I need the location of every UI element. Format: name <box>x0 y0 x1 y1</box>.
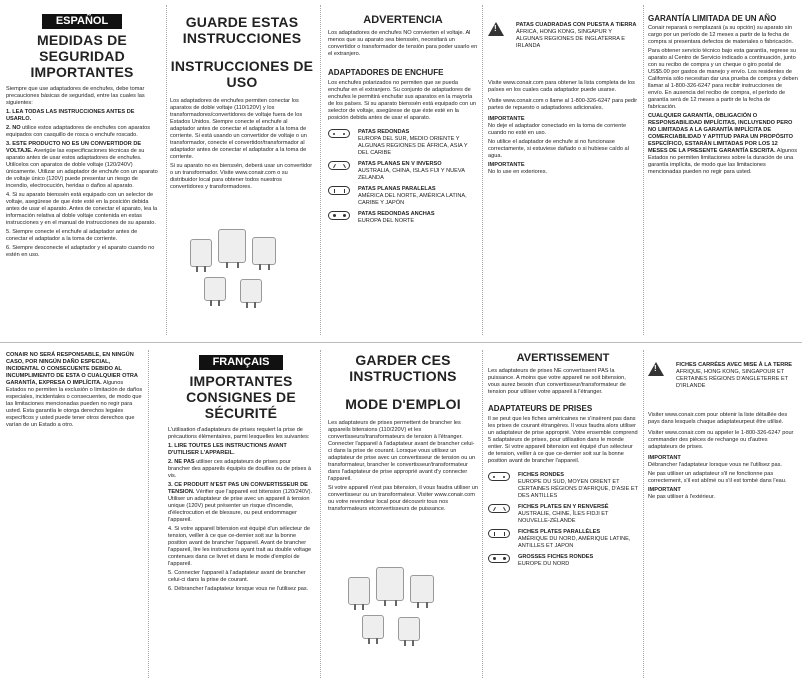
es-adapters-title: ADAPTADORES DE ENCHUFE <box>328 68 444 77</box>
round-pins-icon <box>328 129 350 138</box>
plug-type-regions: AUSTRALIA, CHINA, ISLAS FIJI Y NUEVA ZELANDA <box>358 168 465 181</box>
plug-type-row <box>488 504 638 525</box>
es-warranty-bold: CUALQUIER GARANTÍA, OBLIGACIÓN O RESPONSABILIDAD IMPLÍCITAS, INCLUYENDO PERO NO LIMITADAS A LA GARANTÍA IMPLÍCITA DE COMERCIABILIDAD Y APTITUD PARA UN PROPÓSITO ESPECÍFICO, ESTARÁN LIMITADAS POR LOS 12 MESES DE LA PRESENTE GARANTÍA ESCRITA. <box>648 113 793 154</box>
fr-safety-column <box>168 355 314 595</box>
es-safety-title: MEDIDAS DE SEGURIDAD IMPORTANTES <box>30 32 134 80</box>
safety-item-bold: 2. NO <box>6 125 21 131</box>
es-warning-text: Los adaptadores de enchufes NO convierten el voltaje. Al menos que su aparato sea bienssén, necesitará un convertidor o transformador de tensión para poder usarlo en el extranjero. <box>328 30 478 57</box>
plug-type-row <box>328 129 478 157</box>
es-warning-title: ADVERTENCIA <box>363 14 443 26</box>
es-instructions-column <box>170 14 314 193</box>
plug-type-regions: AUSTRALIE, CHINE, ÎLES FIDJI ET NOUVELLE-ZÉLANDE <box>518 511 609 524</box>
safety-item <box>6 141 158 190</box>
inverted-v-pins-icon <box>488 504 510 513</box>
es-info-column <box>488 22 638 178</box>
safety-item-text: 6. Siempre desconecte el adaptador y el aparato cuando no estén en uso. <box>6 245 155 258</box>
es-use-p2: Si su aparato no es bienssén, deberá usar un convertidor o un transformador. Visite www.conair.com o su distribuidor local para obtener todos nuestros convertidores y transformadores. <box>170 163 313 190</box>
es-safety-column <box>6 14 158 261</box>
fr-warning-title: AVERTISSEMENT <box>516 352 610 364</box>
safety-item <box>168 586 314 593</box>
safety-item-text: utilice estos adaptadores de enchufes con aparatos equipados con casquillo de rosca o enchufe roscado. <box>6 125 150 138</box>
safety-item-text: utiliser ces adaptateurs de prises pour brancher des appareils équipés de douilles ou de prises à vis. <box>168 459 312 479</box>
es-warranty-title: GARANTÍA LIMITADA DE UN AÑO <box>648 14 777 23</box>
fr-info-column <box>648 362 798 503</box>
wide-round-pins-icon <box>488 554 510 563</box>
fr-imp2-text: Ne pas utiliser à l'extérieur. <box>648 494 715 500</box>
plug-type-row <box>488 554 638 568</box>
safety-item-text: Vérifier que l'appareil est bitension (120/240V). Utiliser un adaptateur de prise avec un appareil à tension unique (120V) peut présenter un risque d'incendie, d'électrocution et de blessure, ou peut endommager l'appareil. <box>168 489 313 523</box>
adapters-illustration <box>338 567 458 657</box>
plug-type-regions: EUROPE DU SUD, MOYEN ORIENT ET CERTAINES RÉGIONS D'AFRIQUE, D'ASIE ET DES ANTILLES <box>518 479 638 499</box>
es-liability-text: Algunos Estados no permiten la exclusión o limitación de daños especiales, incidentales o consecuentes, de modo que las limitaciones mencionadas pueden no regir para usted. Esta garantía le otorga derechos legales específicos y usted puede tener otros derechos que varían de un Estado a otro. <box>6 380 143 428</box>
fr-use-p1: Les adaptateurs de prises permettent de brancher les appareils bitensions (110/220V) et les convertisseurs/transformateurs de tension à l'étranger. Connecter l'appareil à l'adaptateur avant de brancher celui-ci dans la prise de courant. Lorsque vous utilisez un adaptateur de prise avec un convertisseur de tension ou un transformateur, brancher le convertisseur/transformateur dans l'adaptateur de prise approprié avant d'y connecter l'appareil. <box>328 420 476 482</box>
safety-item-text: 4. Si votre appareil bitension est équipé d'un sélecteur de tension, veiller à ce que ce-dernier soit sur la bonne position avant de brancher l'appareil. Avant de brancher l'appareil, lire les instructions ayant trait au double voltage contenues dans ce livret et dans le mode d'emploi de l'appareil. <box>168 526 312 567</box>
fr-safety-intro: L'utilisation d'adaptateurs de prises requiert la prise de précautions élémentaires, parmi lesquelles les suivantes: <box>168 427 310 440</box>
es-warranty-column <box>648 14 798 178</box>
language-tab-es: ESPAÑOL <box>42 14 122 29</box>
safety-item-bold: 3. ESTE PRODUCTO NO ES UN CONVERTIDOR DE VOLTAJE. <box>6 141 142 154</box>
es-liability-column <box>6 352 144 431</box>
fr-imp1-title: IMPORTANT <box>648 455 681 461</box>
es-safety-intro: Siempre que use adaptadores de enchufes, debe tomar precauciones básicas de seguridad, entre las cuales las siguientes: <box>6 86 145 106</box>
es-square-title: PATAS CUADRADAS CON PUESTA A TIERRA <box>516 22 637 28</box>
es-safety-list <box>6 109 158 259</box>
fr-use-title: MODE D'EMPLOI <box>345 396 461 412</box>
es-use-p1: Los adaptadores de enchufes permiten conectar los aparatos de doble voltaje (110/120V) y los transformadores/convertidores de voltaje fuera de los Estados Unidos. Siempre conecte el enchufe al adaptador antes de conectar el adaptador a la toma de corriente. Si está usando un convertidor de voltaje o un transformador, conecte el convertidor/transformador al adaptador antes de conectar el adaptador a la toma de corriente. <box>170 98 307 160</box>
safety-item <box>6 125 158 139</box>
warning-triangle-icon <box>648 362 664 376</box>
column-divider <box>482 350 483 678</box>
fr-adapters-title: ADAPTATEURS DE PRISES <box>488 404 593 413</box>
round-pins-icon <box>488 472 510 481</box>
es-square-regions: ÁFRICA, HONG KONG, SINGAPUR Y ALGUNAS REGIONES DE INGLATERRA E IRLANDA <box>516 29 626 49</box>
plug-type-name: PATAS PLANAS EN V INVERSO <box>358 161 442 167</box>
fr-visit1: Visiter www.conair.com pour obtenir la liste détaillée des pays dans lesquels chaque adaptateurpeut être utilisé. <box>648 412 788 425</box>
es-imp1-title: IMPORTANTE <box>488 116 525 122</box>
es-visit1: Visite www.conair.com para obtener la lista completa de los países en los cuales cada adaptador puede usarse. <box>488 80 635 93</box>
es-warranty-p3: Algunos Estados no permiten limitaciones sobre la duración de una garantía implícita, de modo que las limitaciones mencionadas pueden no regir para usted. <box>648 148 797 175</box>
plug-type-row <box>488 472 638 500</box>
es-visit2: Visite www.conair.com o llame al 1-800-326-6247 para pedir partes de repuesto o adaptadores adicionales. <box>488 98 638 111</box>
es-imp1-p1: No deje el adaptador conectado en la toma de corriente cuando no esté en uso. <box>488 123 627 136</box>
inverted-v-pins-icon <box>328 161 350 170</box>
plug-type-name: FICHES RONDES <box>518 472 564 478</box>
safety-item-bold: 1. LIRE TOUTES LES INSTRUCTIONS AVANT D'UTILISER L'APPAREIL. <box>168 443 287 456</box>
column-divider <box>643 350 644 678</box>
plug-type-name: FICHES PLATES EN Y RENVERSÉ <box>518 504 609 510</box>
es-warranty-p2: Para obtener servicio técnico bajo esta garantía, regrese su aparato al Centro de Servicio indicado a continuación, junto con su recibo de compra y un cheque o giro postal de US$5.00 por gastos de manejo y envío. Los residentes de California sólo necesitan dar una prueba de compra y deben llamar al 1-800-326-6247 para recibir instrucciones de envío. En ausencia del recibo de compra, el período de garantía será de 12 meses a partir de la fecha de fabricación. <box>648 48 798 110</box>
safety-item-text: Averigüe las especificaciones técnicas de su aparato antes de usar estos adaptadores de enchufes. Utilícelos con aparatos de doble voltaje (120/240V) únicamente. Utilizar un adaptador de enchufe con un aparato de voltaje único (120V) puede presentar un riesgo de incendio, electrocución, heridas o daños al aparato. <box>6 148 158 189</box>
safety-item <box>168 570 314 584</box>
column-divider <box>643 5 644 335</box>
es-warranty-p1: Conair reparará o remplazará (a su opción) su aparato sin cargo por un período de 12 meses a partir de la fecha de compra si presentara defectos de materiales o fabricación. <box>648 25 794 45</box>
warning-triangle-icon <box>488 22 504 36</box>
plug-type-regions: AMÉRIQUE DU NORD, AMÉRIQUE LATINE, ANTILLES ET JAPON <box>518 536 631 549</box>
safety-item-text: 4. Si su aparato bienssén está equipado con un selector de voltaje, asegúrese de que éste esté en la posición debida antes de usar el aparato. Antes de conectar el aparato, lea la información relativa al doble voltaje contenida en estas instrucciones y en el manual de instrucciones de su aparato. <box>6 192 158 226</box>
fr-imp2-title: IMPORTANT <box>648 487 681 493</box>
plug-type-regions: EUROPA DEL SUR, MEDIO ORIENTE Y ALGUNAS REGIONES DE ÁFRICA, ASIA Y DEL CARIBE <box>358 136 468 156</box>
column-divider <box>148 350 149 678</box>
es-liability-bold: CONAIR NO SERÁ RESPONSABLE, EN NINGÚN CASO, POR NINGÚN DAÑO ESPECIAL, INCIDENTAL O CONSECUENTE DEBIDO AL INCUMPLIMIENTO DE ESTA O CUALQUIER OTRA GARANTÍA, EXPRESA O IMPLÍCITA. <box>6 352 138 386</box>
es-warning-column <box>328 14 478 229</box>
column-divider <box>320 350 321 678</box>
plug-type-row <box>328 211 478 225</box>
flat-pins-icon <box>328 186 350 195</box>
safety-item <box>168 526 314 568</box>
fr-square-title: FICHES CARRÉES AVEC MISE À LA TERRE <box>676 362 793 368</box>
plug-type-regions: EUROPE DU NORD <box>518 561 570 567</box>
fr-adapters-text: Il se peut que les fiches américaines ne s'insèrent pas dans les prises de courant étrangères. Il vous faudra alors utiliser un adaptateur de prise approprié. Votre ensemble comprend 5 adaptateurs de prises, pour utilisation dans le monde entier. Si votre appareil bitension est équipé d'un sélecteur de tension, veiller à ce que ce-dernier soit sur la bonne position avant de brancher l'appareil. <box>488 416 638 464</box>
safety-item <box>6 229 158 243</box>
wide-round-pins-icon <box>328 211 350 220</box>
es-use-title: INSTRUCCIONES DE USO <box>170 58 314 90</box>
safety-item-text: 6. Débrancher l'adaptateur lorsque vous ne l'utilisez pas. <box>168 586 309 592</box>
fr-warning-column <box>488 352 638 572</box>
column-divider <box>482 5 483 335</box>
plug-type-row <box>328 161 478 182</box>
plug-type-name: PATAS REDONDAS <box>358 129 410 135</box>
fr-safety-list <box>168 443 314 593</box>
es-plug-list <box>328 129 478 225</box>
safety-item <box>6 192 158 227</box>
safety-item <box>168 482 314 524</box>
fr-keep-title: GARDER CES INSTRUCTIONS <box>349 352 457 384</box>
safety-item <box>168 459 314 480</box>
safety-item <box>6 109 158 123</box>
safety-item <box>6 245 158 259</box>
fr-warning-text: Les adaptateurs de prises NE convertissent PAS la puissance. A moins que votre appareil ne soit bitension, vous aurez besoin d'un convertisseur/transformateur de tension pour utiliser votre appareil à l'étranger. <box>488 368 626 395</box>
horizontal-divider <box>0 342 802 343</box>
language-tab-fr: FRANÇAIS <box>199 355 284 370</box>
plug-type-regions: EUROPA DEL NORTE <box>358 218 415 224</box>
safety-item-bold: 2. NE PAS <box>168 459 195 465</box>
column-divider <box>320 5 321 335</box>
plug-type-regions: AMÉRICA DEL NORTE, AMÉRICA LATINA, CARIBE Y JAPÓN <box>358 193 467 206</box>
fr-imp1-p1: Débrancher l'adaptateur lorsque vous ne l'utilisez pas. <box>648 462 782 468</box>
safety-item <box>168 443 314 457</box>
es-imp2-text: No lo use en exteriores. <box>488 169 548 175</box>
fr-square-regions: AFRIQUE, HONG KONG, SINGAPOUR ET CERTAINES RÉGIONS D'ANGLETERRE ET D'IRLANDE <box>676 369 789 389</box>
es-imp1-p2: No utilice el adaptador de enchufe si no funcionase correctamente, si estuviese dañado o si hubiese caído al agua. <box>488 139 629 159</box>
flat-pins-icon <box>488 529 510 538</box>
fr-plug-list <box>488 472 638 568</box>
es-keep-title: GUARDE ESTAS INSTRUCCIONES <box>182 14 302 46</box>
fr-imp1-p2: Ne pas utiliser un adaptateur s'il ne fonctionne pas correctement, s'il est abîmé ou s'il est tombé dans l'eau. <box>648 471 787 484</box>
safety-item-text: 5. Siempre conecte el enchufe al adaptador antes de conectar el adaptador a la toma de corriente. <box>6 229 138 242</box>
column-divider <box>166 5 167 335</box>
fr-use-p2: Si votre appareil n'est pas bitension, il vous faudra utiliser un convertisseur ou un transformateur. Visiter www.conair.com ou votre revendeur local pour découvrir tous nos transformateurs etconvertisseurs de puissance. <box>328 485 479 512</box>
safety-item-bold: 3. CE PRODUIT N'EST PAS UN CONVERTISSEUR DE TENSION. <box>168 482 308 495</box>
safety-item-text: 5. Connecter l'appareil à l'adaptateur avant de brancher celui-ci dans la prise de courant. <box>168 570 306 583</box>
plug-type-row <box>328 186 478 207</box>
safety-item-bold: 1. LEA TODAS LAS INSTRUCCIONES ANTES DE USARLO. <box>6 109 135 122</box>
plug-type-name: PATAS PLANAS PARALELAS <box>358 186 436 192</box>
plug-type-name: FICHES PLATES PARALLÈLES <box>518 529 601 535</box>
fr-visit2: Visiter www.conair.com ou appeler le 1-800-326-6247 pour commander des pièces de rechange ou d'autres adaptateurs de prises. <box>648 430 794 450</box>
es-imp2-title: IMPORTANTE <box>488 162 525 168</box>
fr-safety-title: IMPORTANTES CONSIGNES DE SÉCURITÉ <box>186 373 296 421</box>
fr-instructions-column <box>328 352 478 515</box>
plug-type-name: PATAS REDONDAS ANCHAS <box>358 211 435 217</box>
plug-type-row <box>488 529 638 550</box>
es-adapters-text: Los enchufes polarizados no permiten que se pueda enchufar en el extranjero. Su conjunto de adaptadores de enchufes le permitirá enchufar sus aparatos en la mayoría de los países. Si su aparato bienssén está equipado con un selector de voltaje, asegúrese de que éste esté en la posición debida antes de usar el aparato. <box>328 80 477 121</box>
adapters-illustration <box>180 229 300 319</box>
plug-type-name: GROSSES FICHES RONDES <box>518 554 594 560</box>
